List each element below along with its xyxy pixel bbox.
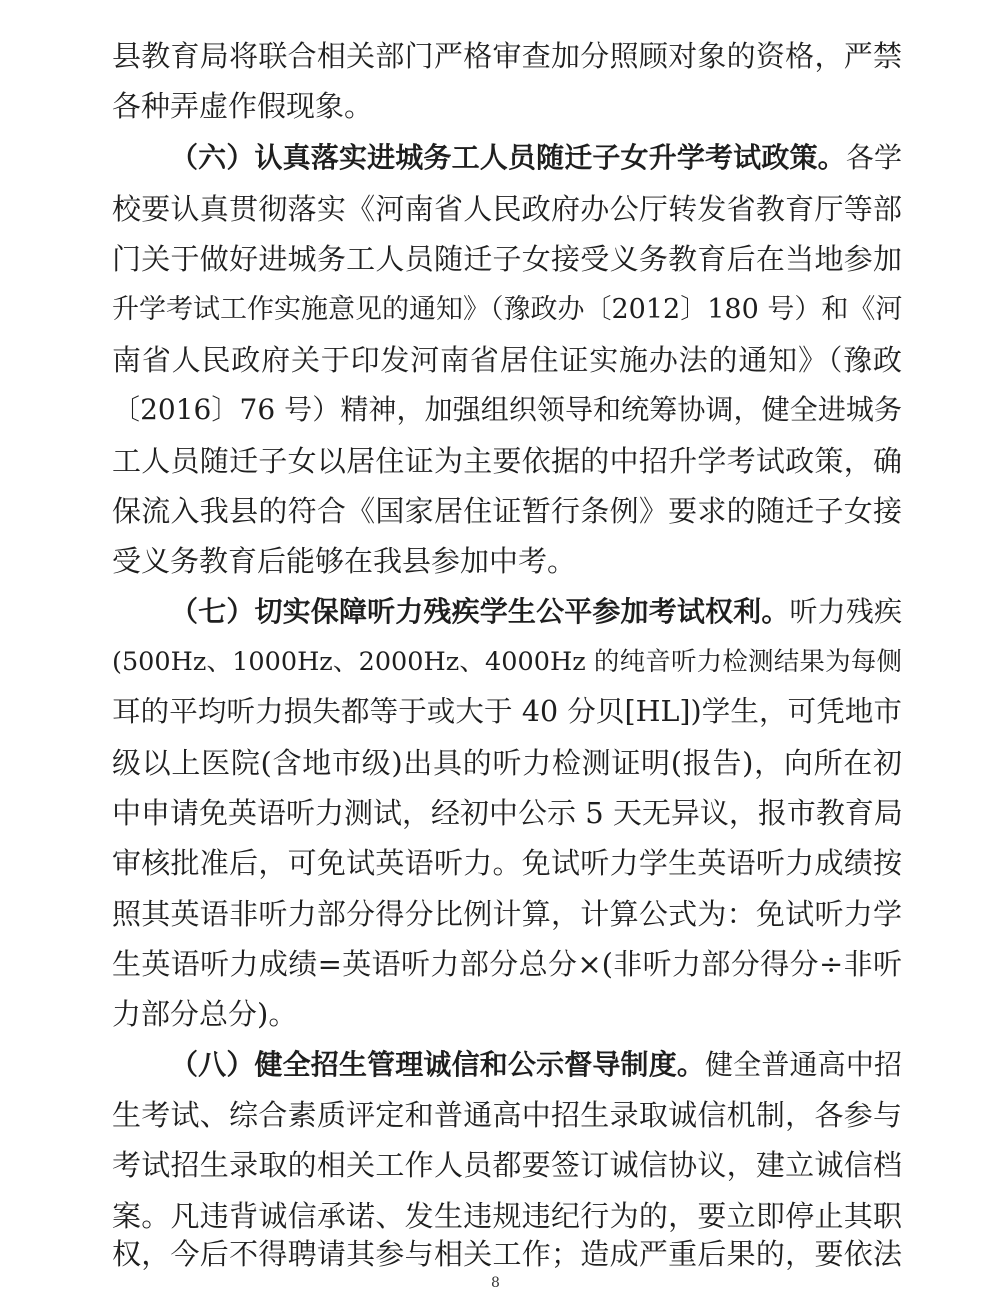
body-line: 力部分总分)。 <box>112 997 298 1031</box>
body-line: 〔2016〕76 号）精神，加强组织领导和统筹协调，健全进城务 <box>112 393 902 426</box>
section-seven-first-line <box>170 594 902 630</box>
body-line: 级以上医院(含地市级)出具的听力检测证明(报告)，向所在初 <box>112 746 902 780</box>
body-line: 南省人民政府关于印发河南省居住证实施办法的通知》（豫政 <box>112 343 902 377</box>
body-line: 生英语听力成绩=英语听力部分总分×(非听力部分得分÷非听 <box>112 947 902 981</box>
section-six-first-line <box>170 140 902 176</box>
section-eight-first-line <box>170 1047 902 1083</box>
body-line: 权，今后不得聘请其参与相关工作；造成严重后果的，要依法 <box>112 1237 902 1271</box>
body-line: 案。凡违背诚信承诺、发生违规违纪行为的，要立即停止其职 <box>112 1199 902 1233</box>
body-line: 生考试、综合素质评定和普通高中招生录取诚信机制，各参与 <box>112 1098 902 1132</box>
body-line: 受义务教育后能够在我县参加中考。 <box>112 544 577 578</box>
body-line: 保流入我县的符合《国家居住证暂行条例》要求的随迁子女接 <box>112 494 902 528</box>
body-line: 审核批准后，可免试英语听力。免试听力学生英语听力成绩按 <box>112 846 902 880</box>
body-line: (500Hz、1000Hz、2000Hz、4000Hz 的纯音听力检测结果为每侧 <box>112 647 902 677</box>
body-line: 县教育局将联合相关部门严格审查加分照顾对象的资格，严禁 <box>112 39 902 73</box>
body-line: 耳的平均听力损失都等于或大于 40 分贝[HL])学生，可凭地市 <box>112 695 902 728</box>
body-line: 工人员随迁子女以居住证为主要依据的中招升学考试政策，确 <box>112 444 902 478</box>
body-line: 升学考试工作实施意见的通知》（豫政办〔2012〕180 号）和《河 <box>112 294 903 325</box>
body-line: 校要认真贯彻落实《河南省人民政府办公厅转发省教育厅等部 <box>112 192 902 226</box>
body-text: 各学 <box>845 141 902 174</box>
body-text: 健全普通高中招 <box>705 1048 902 1081</box>
section-heading-eight: （八）健全招生管理诚信和公示督导制度。 <box>170 1048 706 1081</box>
section-heading-six: （六）认真落实进城务工人员随迁子女升学考试政策。 <box>170 141 846 174</box>
body-line: 各种弄虚作假现象。 <box>112 89 374 123</box>
page-number: 8 <box>491 1275 500 1291</box>
body-text: 听力残疾 <box>789 595 902 628</box>
body-line: 照其英语非听力部分得分比例计算，计算公式为：免试听力学 <box>112 897 902 931</box>
section-heading-seven: （七）切实保障听力残疾学生公平参加考试权利。 <box>170 595 790 628</box>
body-line: 中申请免英语听力测试，经初中公示 5 天无异议，报市教育局 <box>112 796 903 830</box>
body-line: 门关于做好进城务工人员随迁子女接受义务教育后在当地参加 <box>112 242 902 276</box>
body-line: 考试招生录取的相关工作人员都要签订诚信协议，建立诚信档 <box>112 1148 902 1182</box>
